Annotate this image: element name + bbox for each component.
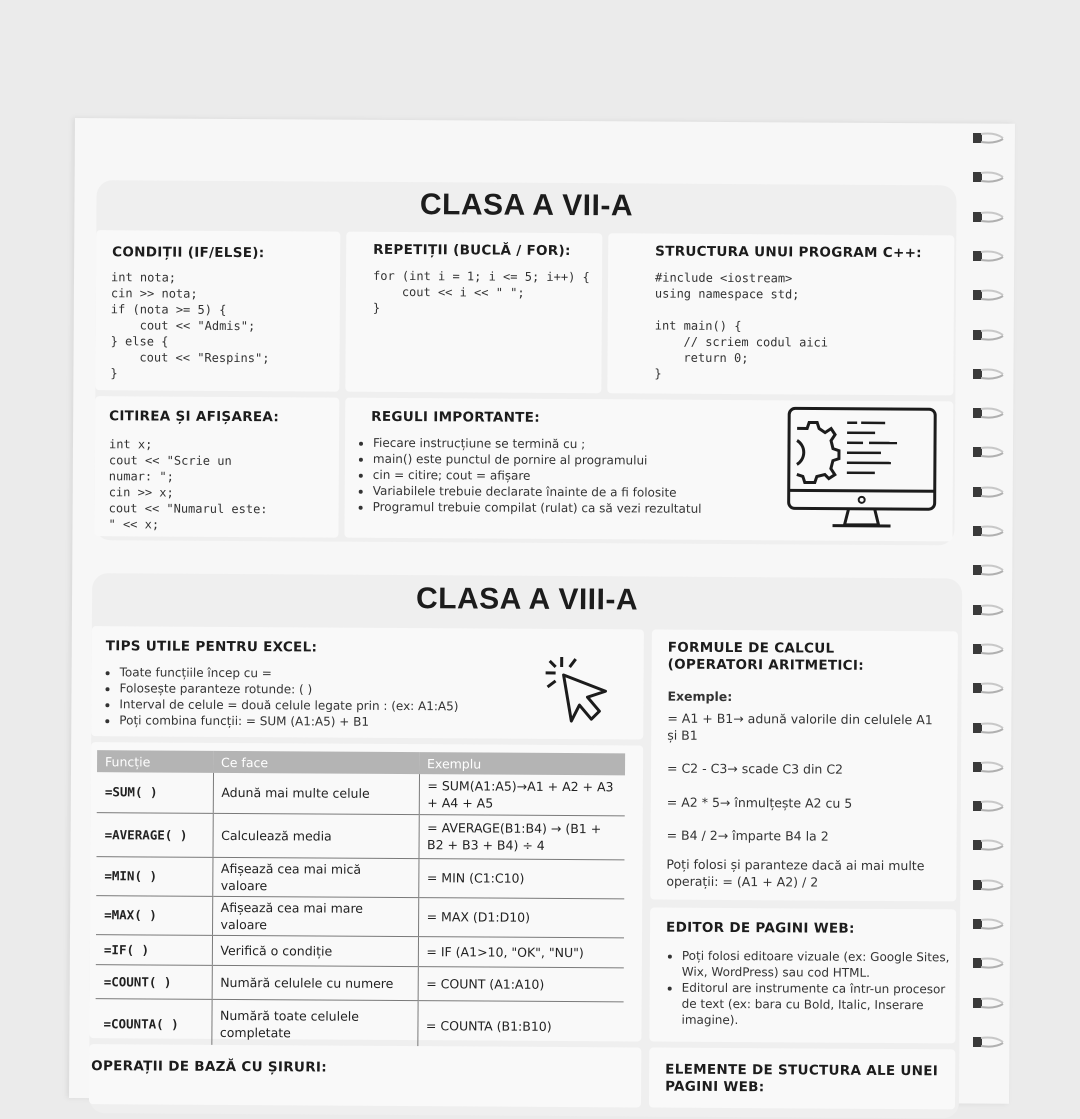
reguli-list: [359, 435, 753, 517]
spiral-ring: [971, 798, 987, 812]
table-cell: Verifică o condiție: [212, 935, 418, 966]
table-header-row: [97, 750, 625, 775]
conditii-heading: CONDIȚII (IF/ELSE):: [112, 244, 264, 261]
spiral-ring: [971, 130, 987, 144]
list-item: • Folosește paranteze rotunde: ( ): [119, 680, 539, 699]
table-cell: = MAX (D1:D10): [418, 897, 624, 937]
table-row: [95, 998, 623, 1051]
spiral-ring: [971, 995, 987, 1009]
formule-subheading: Exemple:: [667, 688, 732, 705]
formule-line: Poți folosi și paranteze dacă ai mai multe operații: = (A1 + A2) / 2: [666, 856, 936, 892]
repetitii-code: for (int i = 1; i <= 5; i++) { cout << i << " "; }: [373, 268, 590, 317]
table-header: Exemplu: [419, 752, 625, 775]
table-cell: = AVERAGE(B1:B4) → (B1 + B2 + B3 + B4) ÷ 4: [418, 814, 624, 859]
table-row: [96, 934, 624, 967]
editor-list: [667, 948, 951, 1030]
list-item: • Editorul are instrumente ca într-un procesor de text (ex: bara cu Bold, Italic, Inserare imagine).: [681, 980, 951, 1030]
repetitii-heading: REPETIȚII (BUCLĂ / FOR):: [373, 242, 571, 259]
table-cell: Afișează cea mai mică valoare: [212, 857, 418, 897]
list-item: • Poți combina funcții: = SUM (A1:A5) + B1: [119, 712, 539, 731]
citirea-heading: CITIREA ȘI AFIȘAREA:: [109, 408, 279, 425]
spiral-ring: [971, 759, 987, 773]
excel-functions-table: [95, 750, 625, 1052]
table-header: Ce face: [213, 751, 419, 774]
formule-line: = C2 - C3→ scade C3 din C2: [667, 760, 937, 779]
table-cell: = IF (A1>10, "OK", "NU"): [418, 936, 624, 967]
list-item: • Variabilele trebuie declarate înainte de a fi folosite: [373, 483, 753, 501]
tips-heading: TIPS UTILE PENTRU EXCEL:: [106, 638, 318, 655]
table-row: [96, 856, 624, 898]
structura-heading: STRUCTURA UNUI PROGRAM C++:: [655, 244, 922, 262]
operatii-card: [89, 1044, 641, 1107]
spiral-ring: [971, 1034, 987, 1048]
list-item: • main() este punctul de pornire al programului: [373, 451, 753, 469]
table-cell: =MAX( ): [96, 895, 212, 935]
structura-code: #include <iostream> using namespace std; int main() { // scriem codul aici return 0; }: [654, 270, 828, 383]
table-cell: Afișează cea mai mare valoare: [212, 896, 418, 936]
citirea-code: int x; cout << "Scrie un numar: "; cin >> x; cout << "Numarul este: " << x;: [108, 436, 268, 533]
conditii-code: int nota; cin >> nota; if (nota >= 5) { cout << "Admis"; } else { cout << "Respins"; }: [110, 269, 270, 382]
spiral-ring: [971, 877, 987, 891]
table-cell: =COUNTA( ): [95, 998, 211, 1049]
spiral-ring: [971, 366, 987, 380]
table-row: [96, 964, 624, 1001]
list-item: • Fiecare instrucțiune se termină cu ;: [373, 435, 753, 453]
computer-monitor-gear-icon: [784, 402, 941, 535]
spiral-ring: [971, 444, 987, 458]
table-cell: = COUNT (A1:A10): [418, 966, 624, 1001]
spiral-ring: [971, 209, 987, 223]
table-cell: = SUM(A1:A5)→A1 + A2 + A3 + A4 + A5: [419, 774, 625, 815]
spiral-ring: [971, 523, 987, 537]
table-cell: =COUNT( ): [96, 964, 212, 999]
editor-heading: EDITOR DE PAGINI WEB:: [666, 920, 855, 937]
formule-line: = A1 + B1→ adună valorile din celulele A1 și B1: [667, 710, 937, 746]
formule-line: = B4 / 2→ împarte B4 la 2: [667, 827, 937, 846]
table-cell: =SUM( ): [97, 772, 213, 813]
tips-list: [105, 664, 539, 731]
reguli-heading: REGULI IMPORTANTE:: [371, 409, 540, 426]
spiral-ring: [971, 916, 987, 930]
list-item: • Poți folosi editoare vizuale (ex: Google Sites, Wix, WordPress) sau cod HTML.: [682, 948, 952, 982]
spiral-ring: [971, 248, 987, 262]
list-item: • cin = citire; cout = afișare: [373, 467, 753, 485]
list-item: • Toate funcțiile încep cu =: [120, 664, 540, 683]
spiral-ring: [971, 680, 987, 694]
table-header: Funcție: [97, 750, 213, 773]
table-cell: =IF( ): [96, 934, 212, 965]
table-row: [97, 772, 625, 815]
table-cell: =MIN( ): [96, 856, 212, 896]
table-cell: Adună mai multe celule: [213, 773, 419, 814]
spiral-ring: [971, 484, 987, 498]
table-cell: Numără toate celulele completate: [211, 999, 417, 1050]
list-item: • Programul trebuie compilat (rulat) ca să vezi rezultatul: [373, 499, 753, 517]
click-cursor-icon: [539, 651, 615, 727]
formule-line: = A2 * 5→ înmulțește A2 cu 5: [667, 794, 937, 813]
spiral-ring: [971, 720, 987, 734]
spiral-ring: [971, 837, 987, 851]
list-item: • Interval de celule = două celule legate prin : (ex: A1:A5): [119, 696, 539, 715]
table-cell: = COUNTA (B1:B10): [417, 1000, 623, 1051]
spiral-ring: [971, 327, 987, 341]
class8-title: CLASA A VIII-A: [92, 580, 962, 619]
notebook-page: [69, 118, 1015, 1104]
class7-title: CLASA A VII-A: [96, 186, 956, 225]
table-cell: = MIN (C1:C10): [418, 858, 624, 898]
formule-heading: FORMULE DE CALCUL (OPERATORI ARITMETICI:: [668, 640, 908, 675]
spiral-ring: [971, 602, 987, 616]
table-row: [96, 895, 624, 937]
spiral-ring: [971, 287, 987, 301]
spiral-ring: [971, 169, 987, 183]
table-cell: Calculează media: [212, 813, 418, 858]
spiral-ring: [971, 955, 987, 969]
spiral-ring: [971, 405, 987, 419]
operatii-heading: OPERAȚII DE BAZĂ CU ȘIRURI:: [91, 1058, 327, 1075]
table-row: [96, 812, 624, 859]
table-cell: Numără celulele cu numere: [212, 965, 418, 1000]
elemente-heading: ELEMENTE DE STUCTURA ALE UNEI PAGINI WEB:: [665, 1062, 945, 1098]
spiral-ring: [971, 562, 987, 576]
spiral-ring: [971, 641, 987, 655]
table-cell: =AVERAGE( ): [96, 812, 212, 857]
